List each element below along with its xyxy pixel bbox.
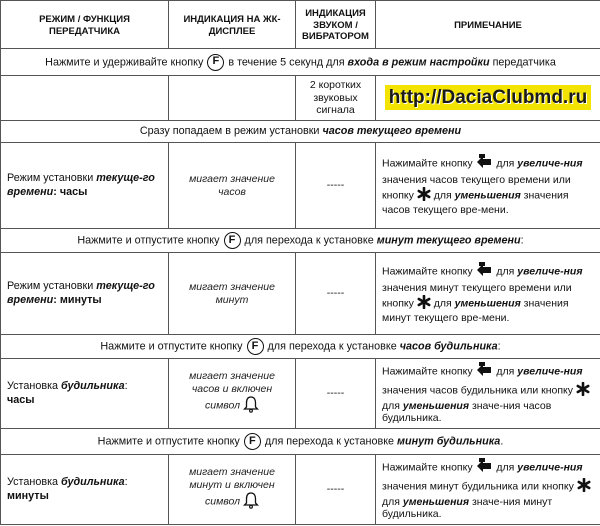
mode-cell: Установка будильника: минуты — [1, 455, 169, 525]
up-arrow-icon — [475, 458, 493, 478]
lcd-cell: мигает значение минут и включен символ — [169, 455, 296, 525]
mode-cell: Режим установки текуще-го времени: минуты — [1, 253, 169, 335]
empty-cell — [1, 76, 169, 121]
note-cell: Нажимайте кнопку для увеличе-ния значения минут текущего времени или кнопку для уменьшения значения минут текущего вре-мени. — [376, 253, 600, 335]
header-sound: ИНДИКАЦИЯ ЗВУКОМ / ВИБРАТОРОМ — [296, 1, 376, 49]
band-text-emphasis: входа в режим настройки — [347, 55, 490, 68]
empty-cell — [169, 76, 296, 121]
mode-text: Режим установки — [7, 172, 94, 185]
band-text-emphasis: часов текущего времени — [322, 124, 462, 137]
f-button-icon: F — [244, 433, 261, 450]
mode-cell — [1, 143, 169, 229]
table-row — [1, 253, 600, 335]
band-enter-setup — [1, 49, 600, 76]
f-button-icon: F — [247, 338, 264, 355]
sound-cell: ----- — [296, 455, 376, 525]
header-mode: РЕЖИМ / ФУНКЦИЯ ПЕРЕДАТЧИКА — [1, 1, 169, 49]
mode-suffix: : часы — [53, 185, 88, 198]
header-lcd: ИНДИКАЦИЯ НА ЖК-ДИСПЛЕЕ — [169, 1, 296, 49]
band-current-hours — [1, 121, 600, 143]
bell-icon — [243, 395, 259, 417]
band-text-pre: Нажмите и удерживайте кнопку — [45, 55, 204, 68]
sound-cell: ----- — [296, 143, 376, 229]
header-row — [1, 1, 600, 49]
table-row — [1, 455, 600, 525]
f-button-icon: F — [207, 54, 224, 71]
watermark-url: http://DaciaClubmd.ru — [385, 85, 591, 110]
bell-icon — [243, 491, 259, 513]
f-button-icon: F — [224, 232, 241, 249]
sound-cell: ----- — [296, 359, 376, 429]
lcd-cell: мигает значение часов и включен символ — [169, 359, 296, 429]
band-alarm-minutes: Нажмите и отпустите кнопку F для перехода к установке минут будильника. — [1, 429, 600, 455]
asterisk-icon — [577, 478, 591, 496]
band-text-pre: Сразу попадаем в режим установки — [139, 124, 320, 137]
note-cell: Нажимайте кнопку для увеличе-ния значения минут будильника или кнопку для уменьшения значе-ния минут будильника. — [376, 455, 600, 525]
band-text-mid: в течение 5 секунд для — [228, 55, 345, 68]
asterisk-icon — [417, 187, 431, 205]
watermark-cell — [376, 76, 600, 121]
band-alarm-hours: Нажмите и отпустите кнопку F для перехода к установке часов будильника: — [1, 335, 600, 359]
sound-cell: 2 коротких звуковых сигнала — [296, 76, 376, 121]
table-row — [1, 143, 600, 229]
note-cell: Нажимайте кнопку для увеличе-ния значения часов текущего времени или кнопку для уменьшения значения часов текущего вре-мени. — [376, 143, 600, 229]
mode-emphasis: текуще-го времени — [7, 172, 155, 198]
up-arrow-icon — [475, 362, 493, 382]
lcd-cell: мигает значение минут — [169, 253, 296, 335]
lcd-cell: мигает значение часов — [169, 143, 296, 229]
sound-cell: ----- — [296, 253, 376, 335]
band-text-post: передатчика — [492, 55, 556, 68]
table-row — [1, 359, 600, 429]
asterisk-icon — [576, 382, 590, 400]
header-note: ПРИМЕЧАНИЕ — [376, 1, 600, 49]
asterisk-icon — [417, 295, 431, 313]
up-arrow-icon — [475, 154, 493, 174]
row-enter-setup — [1, 76, 600, 121]
note-cell: Нажимайте кнопку для увеличе-ния значения часов будильника или кнопку для уменьшения значе-ния часов будильника. — [376, 359, 600, 429]
band-current-minutes: Нажмите и отпустите кнопку F для перехода к установке минут текущего времени: — [1, 229, 600, 253]
mode-cell: Установка будильника: часы — [1, 359, 169, 429]
up-arrow-icon — [475, 262, 493, 282]
